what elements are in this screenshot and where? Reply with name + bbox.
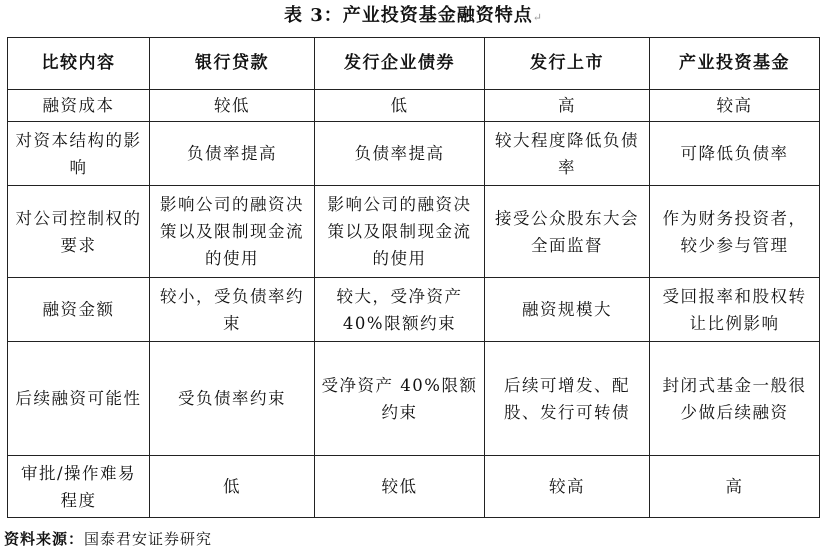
table-cell: 较大程度降低负债率 (485, 122, 650, 186)
row-label-cell: 对资本结构的影响 (8, 122, 150, 186)
paragraph-mark-icon: ↵ (532, 11, 543, 24)
row-label-cell: 融资金额 (8, 278, 150, 342)
row-label-cell: 对公司控制权的要求 (8, 186, 150, 278)
source-label: 资料来源： (4, 530, 85, 548)
table-cell: 影响公司的融资决策以及限制现金流的使用 (150, 186, 315, 278)
header-cell: 比较内容 (8, 38, 150, 90)
table-cell: 低 (150, 456, 315, 518)
row-label-cell: 审批/操作难易程度 (8, 456, 150, 518)
table-cell: 低 (315, 90, 485, 122)
table-cell: 较高 (485, 456, 650, 518)
table-cell: 影响公司的融资决策以及限制现金流的使用 (315, 186, 485, 278)
table-cell: 较小，受负债率约束 (150, 278, 315, 342)
table-cell: 高 (485, 90, 650, 122)
table-cell: 受净资产 40%限额约束 (315, 342, 485, 456)
table-cell: 高 (650, 456, 820, 518)
table-title: 表 3：产业投资基金融资特点↵ (283, 5, 543, 26)
header-cell: 银行贷款 (150, 38, 315, 90)
header-cell: 发行企业债券 (315, 38, 485, 90)
table-cell: 作为财务投资者，较少参与管理 (650, 186, 820, 278)
source-note (4, 527, 212, 551)
table-cell: 较大，受净资产40%限额约束 (315, 278, 485, 342)
row-label-cell: 后续融资可能性 (8, 342, 150, 456)
table-cell: 负债率提高 (150, 122, 315, 186)
row-label-cell: 融资成本 (8, 90, 150, 122)
table-row (8, 186, 820, 278)
table-cell: 较低 (150, 90, 315, 122)
table-cell: 受回报率和股权转让比例影响 (650, 278, 820, 342)
table-row (8, 90, 820, 122)
table-cell: 负债率提高 (315, 122, 485, 186)
table-cell: 后续可增发、配股、发行可转债 (485, 342, 650, 456)
table-cell: 较低 (315, 456, 485, 518)
table-cell: 融资规模大 (485, 278, 650, 342)
table-cell: 接受公众股东大会全面监督 (485, 186, 650, 278)
comparison-table (7, 37, 820, 518)
source-text: 国泰君安证券研究 (84, 530, 213, 548)
table-cell: 封闭式基金一般很少做后续融资 (650, 342, 820, 456)
header-cell: 发行上市 (485, 38, 650, 90)
table-row (8, 456, 820, 518)
table-cell: 受负债率约束 (150, 342, 315, 456)
table-cell: 可降低负债率 (650, 122, 820, 186)
table-cell: 较高 (650, 90, 820, 122)
table-row (8, 342, 820, 456)
table-row (8, 122, 820, 186)
header-cell: 产业投资基金 (650, 38, 820, 90)
header-row (8, 38, 820, 90)
table-row (8, 278, 820, 342)
